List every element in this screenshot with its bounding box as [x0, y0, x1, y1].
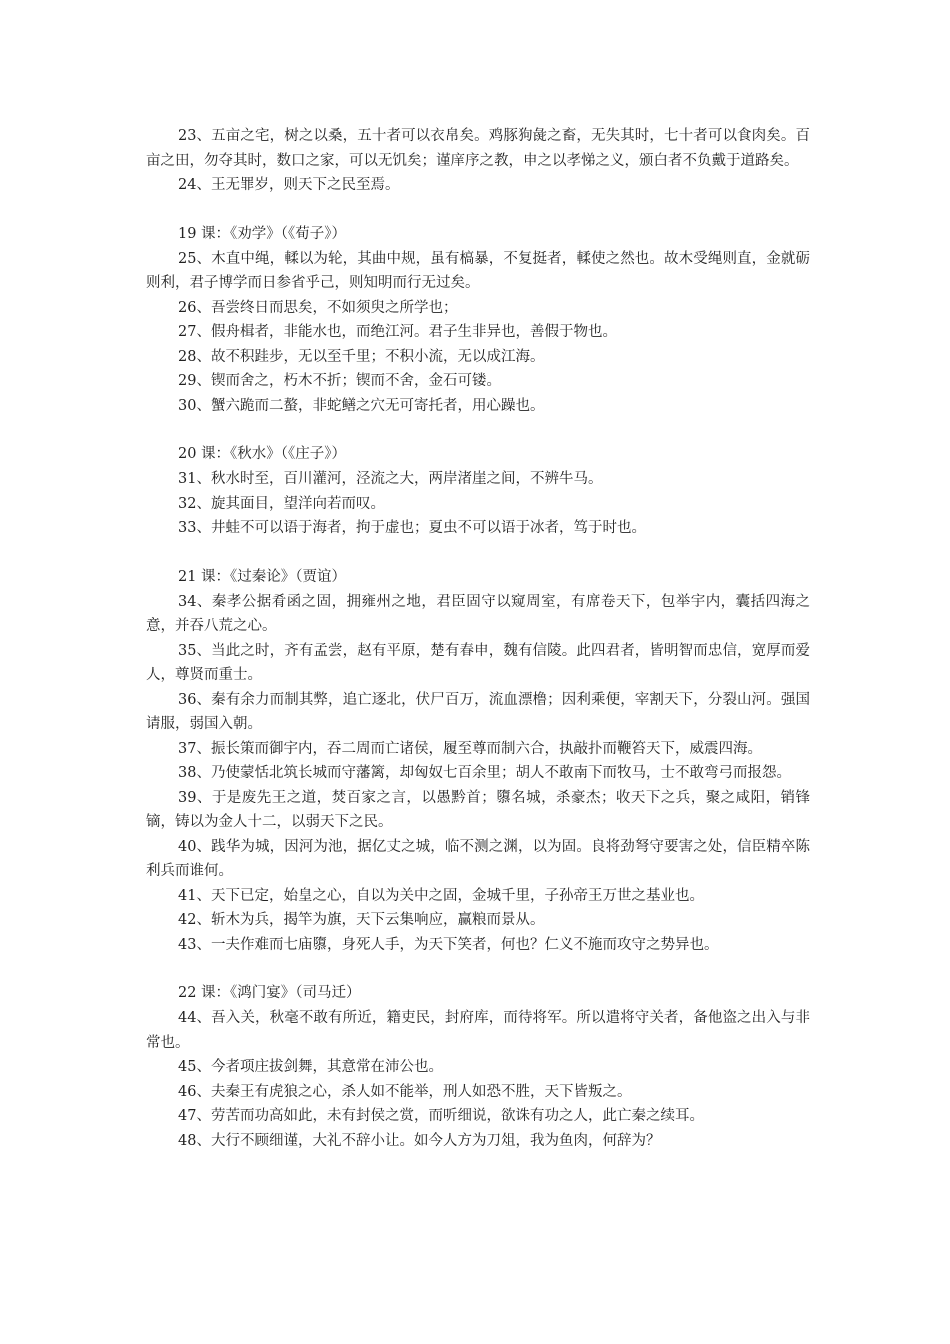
item-45: 45、今者项庄拔剑舞，其意常在沛公也。 — [178, 1059, 443, 1075]
item-30: 30、蟹六跪而二螯，非蛇鳝之穴无可寄托者，用心躁也。 — [178, 397, 545, 414]
item-23: 23、五亩之宅，树之以桑，五十者可以衣帛矣。鸡豚狗彘之畜，无失其时，七十者可以食肉矣。百亩之田，勿夺其时，数口之家，可以无饥矣；谨庠序之教，申之以孝悌之义，颁白者不负戴于道路矣。 — [146, 128, 810, 169]
lesson-20-heading: 20 课：《秋水》（《庄子》） — [178, 446, 347, 462]
lesson-19-heading: 19 课：《劝学》（《荀子》） — [178, 225, 347, 242]
item-35: 35、当此之时，齐有孟尝，赵有平原，楚有春申，魏有信陵。此四君者，皆明智而忠信，宽厚而爱人，尊贤而重士。 — [146, 642, 810, 683]
item-31: 31、秋水时至，百川灌河，泾流之大，两岸渚崖之间，不辨牛马。 — [178, 471, 603, 487]
item-25: 25、木直中绳，輮以为轮，其曲中规，虽有槁暴，不复挺者，輮使之然也。故木受绳则直，金就砺则利，君子博学而日参省乎己，则知明而行无过矣。 — [146, 250, 810, 291]
section-lesson-19 — [146, 222, 810, 419]
item-48: 48、大行不顾细谨，大礼不辞小让。如今人方为刀俎，我为鱼肉，何辞为？ — [178, 1132, 661, 1149]
item-43: 43、一夫作难而七庙隳，身死人手，为天下笑者，何也？仁义不施而攻守之势异也。 — [178, 936, 719, 953]
item-37: 37、振长策而御宇内，吞二周而亡诸侯，履至尊而制六合，执敲扑而鞭笞天下，威震四海。 — [178, 740, 762, 757]
item-24: 24、王无罪岁，则天下之民至焉。 — [178, 177, 400, 193]
section-lesson-20 — [146, 442, 810, 541]
item-36: 36、秦有余力而制其弊，追亡逐北，伏尸百万，流血漂橹；因利乘便，宰割天下，分裂山河。强国请服，弱国入朝。 — [146, 691, 810, 732]
item-42: 42、斩木为兵，揭竿为旗，天下云集响应，赢粮而景从。 — [178, 912, 545, 928]
item-28: 28、故不积跬步，无以至千里；不积小流，无以成江海。 — [178, 348, 545, 365]
item-26: 26、吾尝终日而思矣，不如须臾之所学也； — [178, 299, 458, 316]
document-body — [146, 124, 810, 1153]
section-lesson-21 — [146, 565, 810, 958]
item-41: 41、天下已定，始皇之心，自以为关中之固，金城千里，子孙帝王万世之基业也。 — [178, 887, 704, 904]
section-mencius-continued — [146, 124, 810, 198]
item-29: 29、锲而舍之，朽木不折；锲而不舍，金石可镂。 — [178, 373, 501, 389]
item-33: 33、井蛙不可以语于海者，拘于虚也；夏虫不可以语于冰者，笃于时也。 — [178, 520, 646, 536]
lesson-21-heading: 21 课：《过秦论》（贾谊） — [178, 568, 347, 585]
item-47: 47、劳苦而功高如此，未有封侯之赏，而听细说，欲诛有功之人，此亡秦之续耳。 — [178, 1108, 704, 1124]
item-40: 40、践华为城，因河为池，据亿丈之城，临不测之渊，以为固。良将劲弩守要害之处，信臣精卒陈利兵而谁何。 — [146, 838, 810, 879]
item-38: 38、乃使蒙恬北筑长城而守藩篱，却匈奴七百余里；胡人不敢南下而牧马，士不敢弯弓而报怨。 — [178, 765, 791, 781]
item-32: 32、旋其面目，望洋向若而叹。 — [178, 495, 385, 512]
item-39: 39、于是废先王之道，焚百家之言，以愚黔首；隳名城，杀豪杰；收天下之兵，聚之咸阳，销锋镝，铸以为金人十二，以弱天下之民。 — [146, 789, 810, 830]
item-34: 34、秦孝公据肴函之固，拥雍州之地，君臣固守以窥周室，有席卷天下，包举宇内，囊括四海之意，并吞八荒之心。 — [146, 593, 810, 634]
item-27: 27、假舟楫者，非能水也，而绝江河。君子生非异也，善假于物也。 — [178, 324, 617, 340]
lesson-22-heading: 22 课：《鸿门宴》（司马迁） — [178, 985, 361, 1001]
section-lesson-22 — [146, 981, 810, 1153]
item-46: 46、夫秦王有虎狼之心，杀人如不能举，刑人如恐不胜，天下皆叛之。 — [178, 1083, 632, 1100]
item-44: 44、吾入关，秋毫不敢有所近，籍吏民，封府库，而待将军。所以遣将守关者，备他盗之出入与非常也。 — [146, 1010, 810, 1051]
